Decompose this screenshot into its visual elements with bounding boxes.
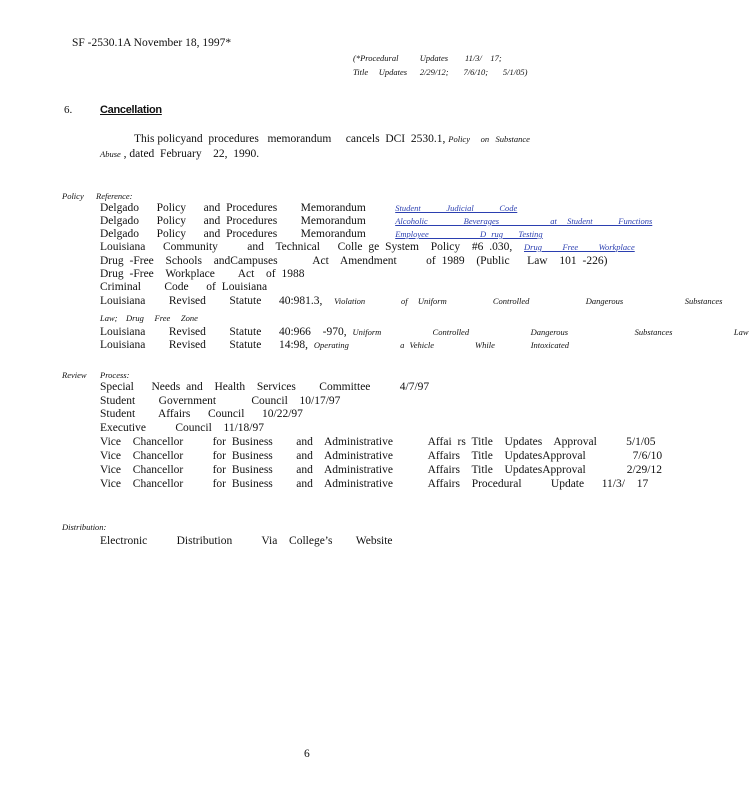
ref-link-employee-drug-testing[interactable]: Employee D rug Testing	[395, 229, 543, 239]
ref-italic-title: Uniform Controlled Dangerous Substances Law	[352, 327, 749, 337]
policy-ref-item: Drug -Free Workplace Act of 1988	[100, 268, 305, 280]
ref-link-drug-free-workplace[interactable]: Drug Free Workplace	[524, 242, 635, 252]
ref-text: Louisiana Revised Statute 14:98,	[100, 339, 309, 351]
ref-text: Louisiana Community and Technical Colle ge System Policy #6 .030,	[100, 241, 513, 253]
policy-ref-item: Drug -Free Schools andCampuses Act Amendment of 1989 (Public Law 101 -226)	[100, 255, 608, 267]
reference-label: Reference:	[96, 191, 133, 201]
review-item: Special Needs and Health Services Committee 4/7/97	[100, 381, 430, 393]
policy-ref-item	[100, 326, 749, 338]
review-item: Vice Chancellor for Business and Administrative Affairs Title UpdatesApproval 7/6/10	[100, 450, 663, 462]
section-number: 6.	[64, 104, 73, 116]
review-item: Vice Chancellor for Business and Administrative Affairs Title UpdatesApproval 2/29/12	[100, 464, 662, 476]
policy-ref-item	[100, 241, 635, 253]
document-id: SF -2530.1A November 18, 1997*	[72, 37, 232, 49]
ref-text: Delgado Policy and Procedures Memorandum	[100, 202, 366, 214]
ref-text: Delgado Policy and Procedures Memorandum	[100, 215, 366, 227]
review-item: Student Affairs Council 10/22/97	[100, 408, 303, 420]
ref-italic-title: Violation of Uniform Controlled Dangerous Substances	[334, 296, 723, 306]
review-item: Vice Chancellor for Business and Administrative Affairs Procedural Update 11/3/ 17	[100, 478, 649, 490]
section-body-line-1	[134, 133, 530, 145]
ref-text: Louisiana Revised Statute 40:966 -970,	[100, 326, 347, 338]
policy-ref-item-cont: Law; Drug Free Zone	[100, 313, 198, 323]
ref-text: Louisiana Revised Statute 40:981.3,	[100, 295, 323, 307]
policy-ref-item	[100, 228, 543, 240]
policy-ref-item: Criminal Code of Louisiana	[100, 281, 268, 293]
process-label: Process:	[100, 370, 130, 380]
policy-ref-item	[100, 295, 722, 307]
policy-ref-item	[100, 339, 569, 351]
body-text-date: , dated February 22, 1990.	[123, 148, 260, 160]
ref-link-student-judicial-code[interactable]: Student Judicial Code	[395, 203, 518, 213]
body-text: This policyand procedures memorandum cancels DCI 2530.1,	[134, 133, 446, 145]
review-item: Executive Council 11/18/97	[100, 422, 264, 434]
page-number: 6	[304, 748, 310, 760]
section-body-line-2	[100, 148, 259, 160]
review-item: Student Government Council 10/17/97	[100, 395, 341, 407]
review-label: Review	[62, 370, 87, 380]
policy-ref-item	[100, 202, 517, 214]
update-note-line-2: Title Updates 2/29/12; 7/6/10; 5/1/05)	[353, 67, 528, 77]
ref-text: Delgado Policy and Procedures Memorandum	[100, 228, 366, 240]
policy-title-italic-cont: Abuse	[100, 149, 121, 159]
distribution-text: Electronic Distribution Via College’s Website	[100, 535, 393, 547]
ref-link-alcoholic-beverages[interactable]: Alcoholic Beverages at Student Functions	[395, 216, 653, 226]
ref-italic-title: Operating a Vehicle While Intoxicated	[313, 340, 569, 350]
update-note-line-1: (*Procedural Updates 11/3/ 17;	[353, 53, 502, 63]
policy-ref-item	[100, 215, 652, 227]
review-item: Vice Chancellor for Business and Administrative Affai rs Title Updates Approval 5/1/05	[100, 436, 656, 448]
distribution-label: Distribution:	[62, 522, 107, 532]
section-title: Cancellation	[100, 104, 162, 116]
policy-label: Policy	[62, 191, 84, 201]
policy-title-italic: Policy on Substance	[448, 134, 530, 144]
